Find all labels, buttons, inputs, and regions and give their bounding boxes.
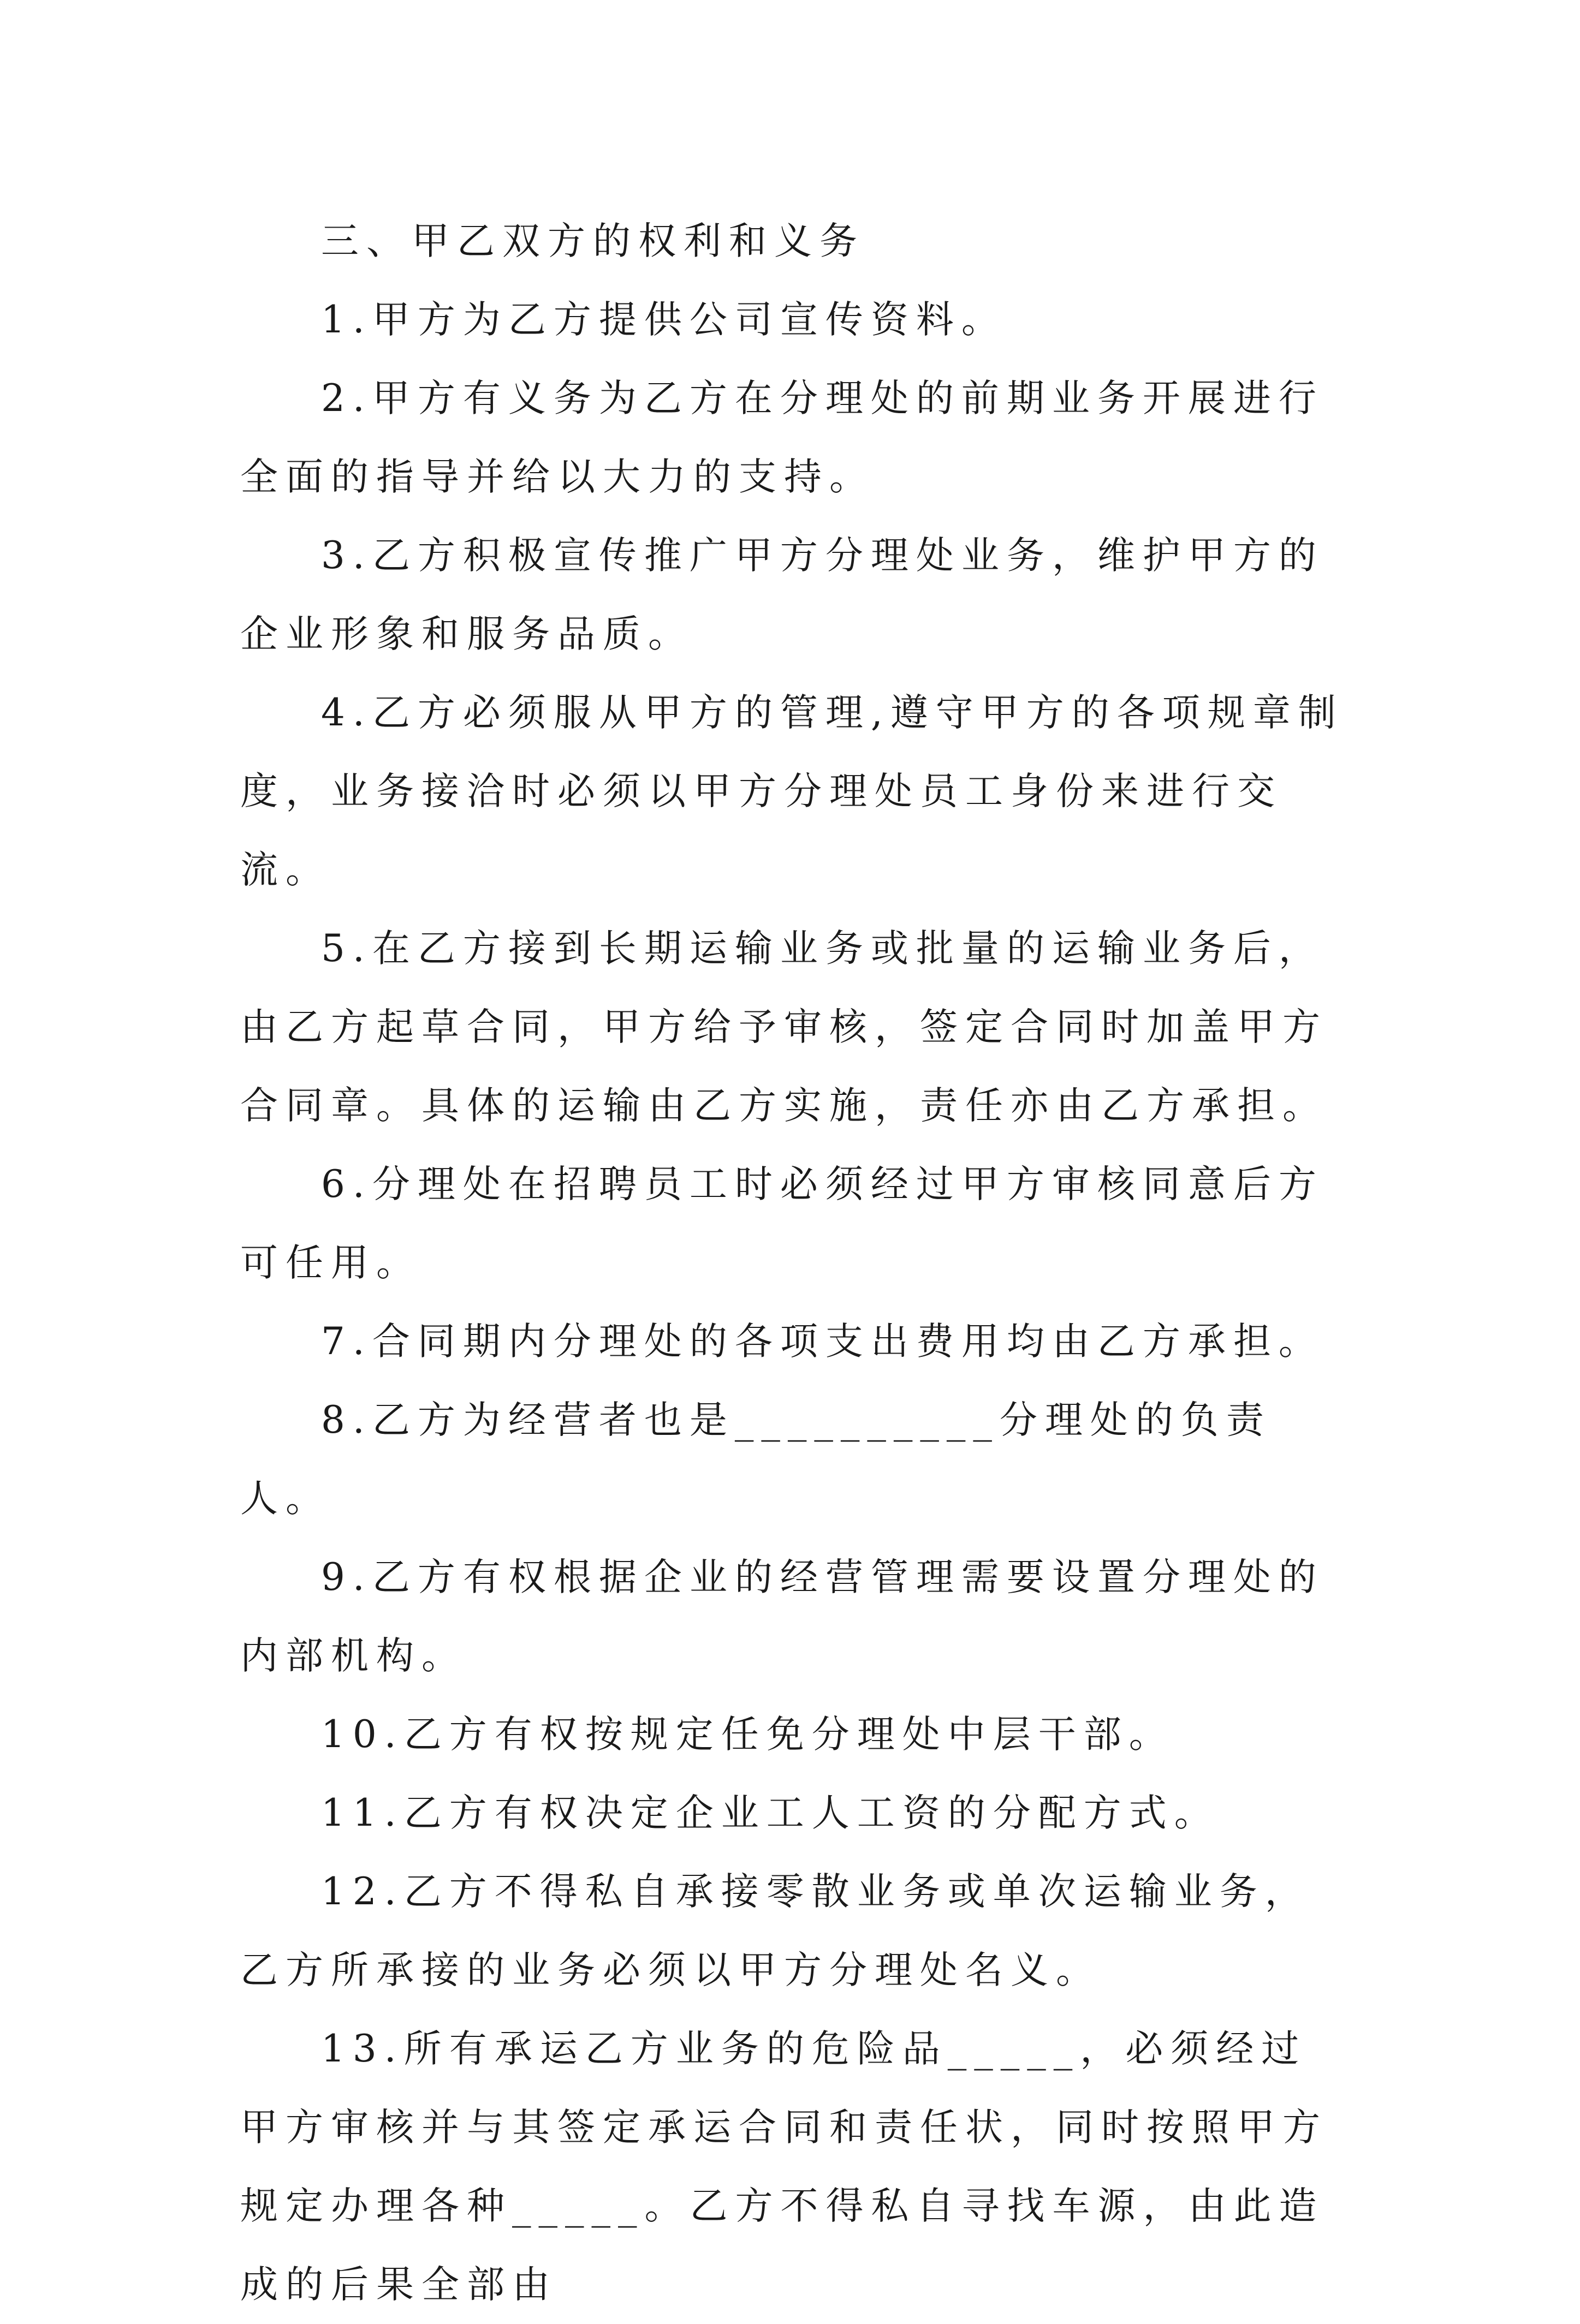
clause-9: 9.乙方有权根据企业的经营管理需要设置分理处的内部机构。: [240, 1556, 1324, 1678]
section-heading: 三、甲乙双方的权利和义务: [321, 219, 865, 263]
clause-8: 8.乙方为经营者也是__________分理处的负责人。: [240, 1398, 1272, 1521]
clause-10: 10.乙方有权按规定任免分理处中层干部。: [321, 1713, 1174, 1756]
clause-7: 7.合同期内分理处的各项支出费用均由乙方承担。: [321, 1320, 1324, 1363]
document-body: [240, 202, 1349, 2324]
clause-3: 3.乙方积极宣传推广甲方分理处业务，维护甲方的企业形象和服务品质。: [240, 534, 1324, 656]
clause-11: 11.乙方有权决定企业工人工资的分配方式。: [321, 1791, 1220, 1835]
clause-1: 1.甲方为乙方提供公司宣传资料。: [321, 298, 1007, 342]
clause-13: 13.所有承运乙方业务的危险品_____，必须经过甲方审核并与其签定承运合同和责任状，同时按照甲方规定办理各种_____。乙方不得私自寻找车源，由此造成的后果全部由: [240, 2027, 1328, 2307]
clause-5: 5.在乙方接到长期运输业务或批量的运输业务后，由乙方起草合同，甲方给予审核，签定合同时加盖甲方合同章。具体的运输由乙方实施，责任亦由乙方承担。: [240, 927, 1328, 1128]
clause-2: 2.甲方有义务为乙方在分理处的前期业务开展进行全面的指导并给以大力的支持。: [240, 377, 1324, 499]
clause-4: 4.乙方必须服从甲方的管理,遵守甲方的各项规章制度，业务接洽时必须以甲方分理处员工身份来进行交流。: [240, 691, 1344, 892]
clause-12: 12.乙方不得私自承接零散业务或单次运输业务，乙方所承接的业务必须以甲方分理处名义。: [240, 1870, 1310, 1992]
clause-6: 6.分理处在招聘员工时必须经过甲方审核同意后方可任用。: [240, 1163, 1324, 1285]
